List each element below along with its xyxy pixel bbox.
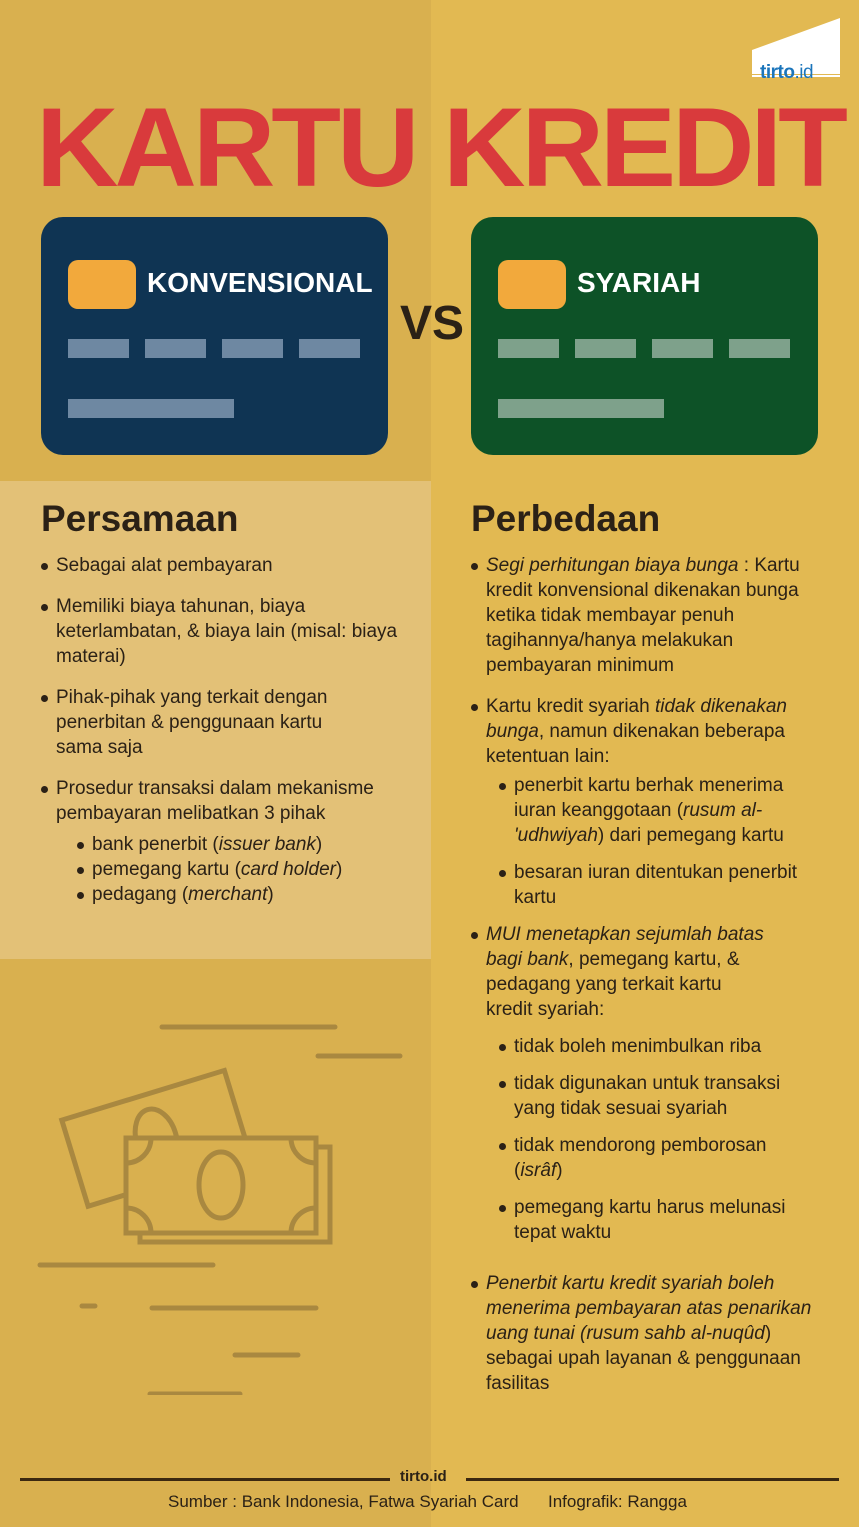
text-segment: penerbit kartu berhak menerima iuran keanggotaan ( (514, 775, 784, 821)
text-segment: isrâf (520, 1160, 557, 1181)
list-item (77, 882, 411, 907)
text-segment: ) (335, 859, 343, 880)
source-text: Sumber : Bank Indonesia, Fatwa Syariah Card (168, 1492, 519, 1511)
money-illustration-icon (30, 1015, 420, 1395)
vs-label: VS (400, 297, 465, 350)
text-segment: ) sebagai upah layanan & penggunaan fasilitas (486, 1323, 801, 1394)
credit-text: Infografik: Rangga (548, 1492, 687, 1511)
text-segment: rusum al-'udhwiyah (514, 800, 763, 846)
tirto-logo (752, 18, 840, 83)
perbedaan-heading: Perbedaan (471, 498, 661, 539)
list-item (499, 1034, 809, 1059)
list-item (499, 1195, 809, 1245)
perbedaan-list (471, 553, 841, 1412)
list-item (499, 1071, 809, 1121)
text-segment: ) (315, 834, 323, 855)
list-item (77, 857, 411, 882)
text-segment: , namun dikenakan beberapa ketentuan lain: (486, 721, 785, 767)
footer-brand: tirto.id (400, 1468, 447, 1485)
list-item (77, 832, 411, 857)
persamaan-list (41, 553, 411, 907)
text-segment: Memiliki biaya tahunan, biaya keterlambatan, & biaya lain (misal: biaya materai) (56, 596, 398, 667)
text-segment: Pihak-pihak yang terkait dengan penerbitan & penggunaan kartu sama saja (56, 687, 328, 758)
list-item (471, 922, 771, 1022)
card-chip-icon (498, 260, 566, 309)
text-segment: tidak digunakan untuk transaksi yang tidak sesuai syariah (514, 1073, 781, 1119)
text-segment: ) (556, 1160, 563, 1181)
list-item (41, 553, 411, 578)
list-item (471, 694, 841, 769)
list-item (41, 594, 411, 669)
text-segment: merchant (188, 884, 268, 905)
list-item (41, 685, 351, 760)
list-item (499, 1133, 809, 1183)
text-segment: tidak dikenakan bunga (486, 696, 788, 742)
list-item (41, 776, 411, 826)
text-segment: ) dari pemegang kartu (597, 825, 784, 846)
list-item (471, 553, 841, 678)
text-segment: Kartu kredit syariah (486, 696, 655, 717)
list-item (499, 860, 799, 910)
card-chip-icon (68, 260, 136, 309)
text-segment: : Kartu kredit konvensional dikenakan bunga ketika tidak membayar penuh tagihannya/hanya melakukan pembayaran minimum (486, 555, 800, 676)
syariah-card (471, 217, 818, 455)
text-segment: bank penerbit ( (92, 834, 219, 855)
syariah-label: SYARIAH (577, 267, 701, 298)
logo-text: tirto (760, 62, 795, 83)
text-segment: Penerbit kartu kredit syariah boleh menerima pembayaran atas penarikan uang tunai (rusum sahb al-nuqûd (486, 1273, 812, 1344)
text-segment: , pemegang kartu, & pedagang yang terkait kartu kredit syariah: (486, 949, 740, 1020)
text-segment: besaran iuran ditentukan penerbit kartu (514, 862, 798, 908)
footer-divider (20, 1468, 839, 1488)
text-segment: pedagang ( (92, 884, 189, 905)
text-segment: issuer bank (218, 834, 316, 855)
persamaan-heading: Persamaan (41, 498, 239, 539)
text-segment: MUI menetapkan sejumlah batas bagi bank (486, 924, 764, 970)
text-segment: Prosedur transaksi dalam mekanisme pembayaran melibatkan 3 pihak (56, 778, 374, 824)
page-title: KARTU KREDIT (36, 85, 844, 210)
text-segment: pemegang kartu harus melunasi tepat waktu (514, 1197, 786, 1243)
text-segment: tidak boleh menimbulkan riba (514, 1036, 762, 1057)
conventional-label: KONVENSIONAL (147, 267, 373, 298)
text-segment: tidak mendorong pemborosan ( (514, 1135, 767, 1181)
text-segment: ) (267, 884, 274, 905)
text-segment: Sebagai alat pembayaran (56, 555, 273, 576)
conventional-card (41, 217, 388, 455)
list-item (499, 773, 799, 848)
list-item (471, 1271, 841, 1396)
text-segment: pemegang kartu ( (92, 859, 241, 880)
text-segment: card holder (240, 859, 336, 880)
logo-suffix: .id (794, 62, 814, 83)
text-segment: Segi perhitungan biaya bunga (486, 555, 739, 576)
